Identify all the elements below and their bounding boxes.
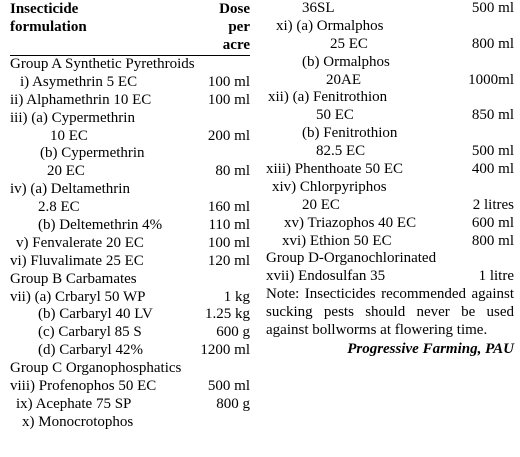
dose-value: 1000ml [468, 71, 514, 88]
table-row [10, 217, 250, 235]
table-row [266, 197, 514, 215]
insecticide-label: 25 EC [330, 35, 368, 52]
dose-value: 110 ml [208, 217, 250, 234]
insecticide-label: (b) Fenitrothion [302, 125, 398, 142]
insecticide-label: (c) Carbaryl 85 S [38, 324, 142, 341]
table-row [10, 378, 250, 396]
table-row [266, 89, 514, 107]
dose-value: 160 ml [207, 199, 250, 216]
insecticide-label: 36SL [302, 0, 335, 16]
table-row [10, 199, 250, 217]
dose-value: 100 ml [207, 234, 250, 251]
insecticide-label: 20 EC [302, 196, 340, 213]
table-row [10, 235, 250, 253]
table-row [10, 145, 250, 163]
table-row [10, 163, 250, 181]
table-row [10, 92, 250, 110]
table-row [10, 181, 250, 199]
insecticide-label: 2.8 EC [38, 199, 80, 216]
insecticide-label: Group B Carbamates [10, 270, 137, 287]
insecticide-label: xi) (a) Ormalphos [276, 17, 384, 34]
table-row [266, 179, 514, 197]
insecticide-label: vi) Fluvalimate 25 EC [10, 252, 144, 269]
insecticide-label: ix) Acephate 75 SP [16, 395, 132, 412]
table-row [266, 72, 514, 90]
dose-value: 600 g [216, 324, 250, 341]
insecticide-label: 10 EC [50, 127, 88, 144]
dose-value: 100 ml [207, 91, 250, 108]
table-row [266, 233, 514, 251]
insecticide-label: xvi) Ethion 50 EC [282, 232, 392, 249]
table-row [10, 306, 250, 324]
insecticide-label: Group A Synthetic Pyrethroids [10, 56, 195, 72]
insecticide-label: x) Monocrotophos [22, 413, 134, 430]
header-insecticide: Insecticide [10, 1, 79, 17]
dose-value: 600 ml [471, 214, 514, 231]
insecticide-label: v) Fenvalerate 20 EC [16, 234, 144, 251]
table-header-row-1 [10, 0, 250, 18]
left-column [10, 0, 250, 432]
insecticide-label: xii) (a) Fenitrothion [268, 89, 388, 106]
table-header-row-3 [10, 36, 250, 54]
dose-value: 800 ml [471, 35, 514, 52]
dose-value: 1 litre [478, 268, 514, 285]
dose-value: 200 ml [207, 127, 250, 144]
header-per: per [228, 19, 250, 35]
insecticide-label: viii) Profenophos 50 EC [10, 378, 157, 395]
table-row [266, 268, 514, 286]
table-row [266, 54, 514, 72]
header-dose: Dose [219, 1, 250, 17]
dose-value: 1 kg [223, 288, 250, 305]
table-row [10, 289, 250, 307]
dose-value: 800 g [216, 395, 250, 412]
source-credit: Progressive Farming, PAU [347, 340, 514, 357]
dose-value: 100 ml [207, 73, 250, 90]
note-paragraph: Note: Insecticides recommended against sucking pests should never be used against bollworms at flowering time. [266, 286, 514, 339]
dose-value: 800 ml [471, 232, 514, 249]
insecticide-label: 20AE [326, 71, 361, 88]
dose-value: 500 ml [471, 143, 514, 160]
insecticide-label: (b) Carbaryl 40 LV [38, 306, 153, 323]
dose-value: 500 ml [207, 378, 250, 395]
table-row [266, 0, 514, 18]
header-acre: acre [222, 37, 250, 53]
table-row [10, 414, 250, 432]
table-row [10, 342, 250, 360]
insecticide-label: (b) Ormalphos [302, 53, 390, 70]
dose-value: 850 ml [471, 107, 514, 124]
insecticide-label: (b) Deltemethrin 4% [38, 217, 163, 234]
dose-value: 1.25 kg [205, 306, 250, 323]
right-column [266, 0, 514, 358]
insecticide-label: (d) Carbaryl 42% [38, 342, 143, 359]
insecticide-label: (b) Cypermethrin [40, 145, 145, 162]
table-row [10, 360, 250, 378]
table-header-row-2 [10, 18, 250, 36]
table-row [266, 36, 514, 54]
table-row [266, 107, 514, 125]
table-row [10, 128, 250, 146]
table-row [10, 74, 250, 92]
table-row [266, 161, 514, 179]
table-row [10, 110, 250, 128]
insecticide-label: ii) Alphamethrin 10 EC [10, 91, 152, 108]
table-row [266, 250, 514, 268]
insecticide-label: xiii) Phenthoate 50 EC [266, 161, 404, 178]
insecticide-label: Group C Organophosphatics [10, 360, 182, 377]
insecticide-label: vii) (a) Crbaryl 50 WP [10, 288, 146, 305]
table-row [10, 324, 250, 342]
table-row [10, 271, 250, 289]
left-rows-list [10, 56, 250, 432]
insecticide-label: Group D-Organochlorinated [266, 250, 437, 267]
dose-value: 400 ml [471, 161, 514, 178]
dose-value: 500 ml [471, 0, 514, 16]
insecticide-label: 50 EC [316, 107, 354, 124]
right-rows-list [266, 0, 514, 286]
insecticide-label: 20 EC [47, 163, 85, 180]
dose-value: 120 ml [207, 252, 250, 269]
table-row [266, 18, 514, 36]
dose-value: 2 litres [472, 196, 514, 213]
table-row [266, 215, 514, 233]
insecticide-label: xv) Triazophos 40 EC [284, 214, 417, 231]
dose-value: 80 ml [215, 163, 250, 180]
dose-value: 1200 ml [200, 342, 250, 359]
insecticide-label: iii) (a) Cypermethrin [10, 109, 135, 126]
insecticide-label: i) Asymethrin 5 EC [20, 73, 138, 90]
insecticide-label: xvii) Endosulfan 35 [266, 268, 386, 285]
table-row [10, 396, 250, 414]
insecticide-label: 82.5 EC [316, 143, 366, 160]
table-row [10, 253, 250, 271]
header-formulation: formulation [10, 19, 87, 35]
table-row [266, 143, 514, 161]
table-row [10, 56, 250, 74]
table-row [266, 125, 514, 143]
insecticide-label: iv) (a) Deltamethrin [10, 181, 130, 198]
insecticide-label: xiv) Chlorpyriphos [272, 178, 387, 195]
